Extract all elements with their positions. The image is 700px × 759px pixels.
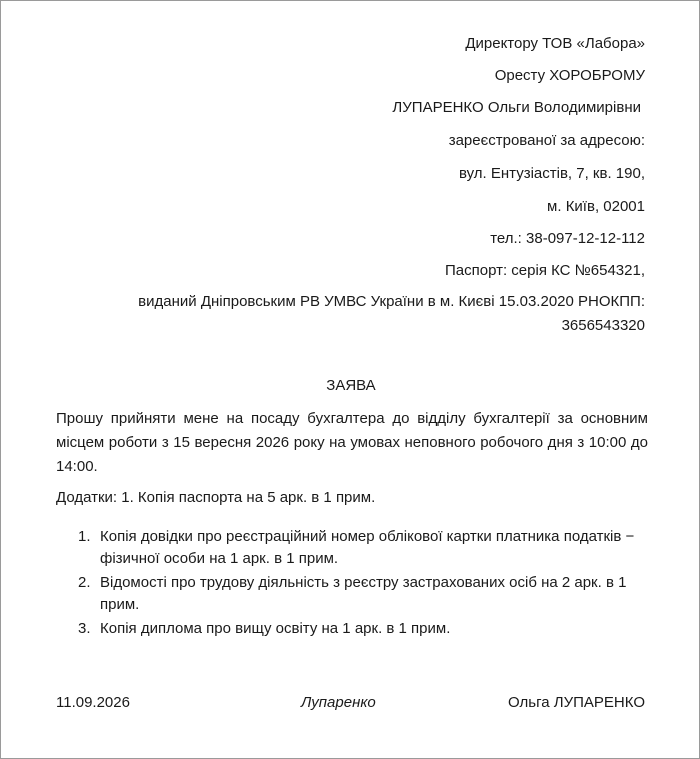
list-number: 3. xyxy=(78,620,91,637)
list-number: 1. xyxy=(78,528,91,545)
addressee-title: Директору ТОВ «Лабора» xyxy=(465,35,645,52)
passport-series: Паспорт: серія КС №654321, xyxy=(445,262,645,279)
list-number: 2. xyxy=(78,574,91,591)
request-body: Прошу прийняти мене на посаду бухгалтера до відділу бухгалтерії за основним місцем роботи з 15 вересня 2026 року на умовах неповного робочого дня з 10:00 до 14:00. xyxy=(56,410,648,475)
applicant-name: ЛУПАРЕНКО Ольги Володимирівни xyxy=(392,99,641,116)
list-text: Копія диплома про вищу освіту на 1 арк. в 1 прим. xyxy=(100,620,451,637)
document-title: ЗАЯВА xyxy=(326,377,376,394)
signature: Лупаренко xyxy=(301,694,376,711)
list-text: Відомості про трудову діяльність з реєстру застрахованих осіб на 2 арк. в 1 прим. xyxy=(100,574,627,613)
signer-name: Ольга ЛУПАРЕНКО xyxy=(508,694,645,711)
addressee-name: Оресту ХОРОБРОМУ xyxy=(494,67,645,84)
attachments-first: Додатки: 1. Копія паспорта на 5 арк. в 1 прим. xyxy=(56,489,376,506)
registered-label: зареєстрованої за адресою: xyxy=(448,132,645,149)
list-text: Копія довідки про реєстраційний номер облікової картки платника податків − фізичної особи на 1 арк. в 1 прим. xyxy=(100,528,635,567)
attachments-list xyxy=(56,526,648,642)
list-item xyxy=(56,618,648,640)
list-item xyxy=(56,572,648,616)
address-city: м. Київ, 02001 xyxy=(547,198,645,215)
passport-issued: виданий Дніпровським РВ УМВС України в м. Києві 15.03.2020 РНОКПП: 3656543320 xyxy=(138,293,645,334)
list-item xyxy=(56,526,648,570)
document-date: 11.09.2026 xyxy=(56,694,130,711)
phone: тел.: 38-097-12-12-112 xyxy=(490,230,645,247)
address-street: вул. Ентузіастів, 7, кв. 190, xyxy=(458,165,645,182)
